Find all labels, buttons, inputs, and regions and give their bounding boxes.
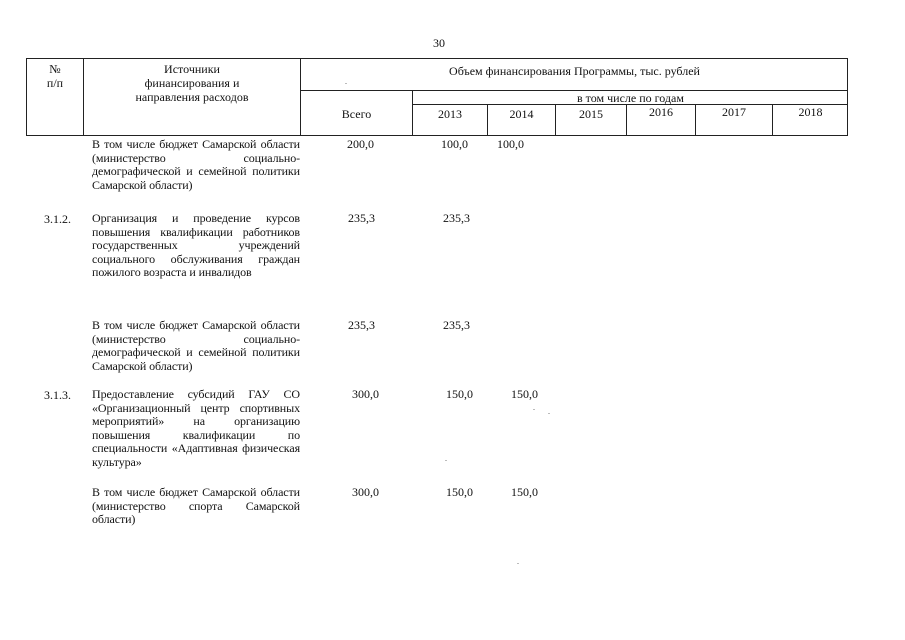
scan-speck (548, 413, 550, 414)
row-2013: 235,3 (443, 318, 470, 332)
header-col-total: Всего (341, 107, 372, 121)
scan-speck (533, 409, 535, 410)
row-text: Предоставление субсидий ГАУ СО «Организационный центр спортивных мероприятий» на организацию повышения квалификации по специальности «Адаптивная физическая культура» (92, 387, 300, 469)
row-2013: 150,0 (446, 387, 473, 401)
header-year-2016: 2016 (649, 105, 673, 119)
row-2013: 150,0 (446, 485, 473, 499)
scan-speck (445, 460, 447, 461)
header-col-no: № п/п (46, 62, 64, 90)
header-year-2017: 2017 (722, 105, 746, 119)
header-year-2018: 2018 (798, 105, 823, 119)
row-total: 235,3 (348, 318, 375, 332)
scan-speck (345, 83, 347, 84)
row-text: Организация и проведение курсов повышения квалификации работников государственных учреждений социального обслуживания граждан пожилого возраста и инвалидов (92, 211, 300, 280)
row-2014: 100,0 (497, 137, 524, 151)
header-year-2013: 2013 (438, 107, 462, 121)
header-col-sources: Источники финансирования и направления расходов (135, 62, 249, 104)
header-col-by-years: в том числе по годам (577, 91, 684, 105)
row-text: В том числе бюджет Самарской области (министерство социально-демографической и семейной политики Самарской области) (92, 318, 300, 373)
row-2013: 100,0 (441, 137, 468, 151)
scan-speck (517, 563, 519, 564)
row-2014: 150,0 (511, 387, 538, 401)
row-number: 3.1.2. (44, 212, 71, 226)
row-total: 235,3 (348, 211, 375, 225)
header-year-2014: 2014 (509, 107, 534, 121)
row-total: 300,0 (352, 387, 379, 401)
row-2014: 150,0 (511, 485, 538, 499)
row-total: 300,0 (352, 485, 379, 499)
page-number: 30 (433, 36, 445, 50)
header-year-2015: 2015 (579, 107, 603, 121)
row-number: 3.1.3. (44, 388, 71, 402)
row-text: В том числе бюджет Самарской области (министерство социально-демографической и семейной политики Самарской области) (92, 137, 300, 192)
row-2013: 235,3 (443, 211, 470, 225)
row-total: 200,0 (347, 137, 374, 151)
header-col-volume: Объем финансирования Программы, тыс. рублей (449, 64, 700, 78)
row-text: В том числе бюджет Самарской области (министерство спорта Самарской области) (92, 485, 300, 527)
